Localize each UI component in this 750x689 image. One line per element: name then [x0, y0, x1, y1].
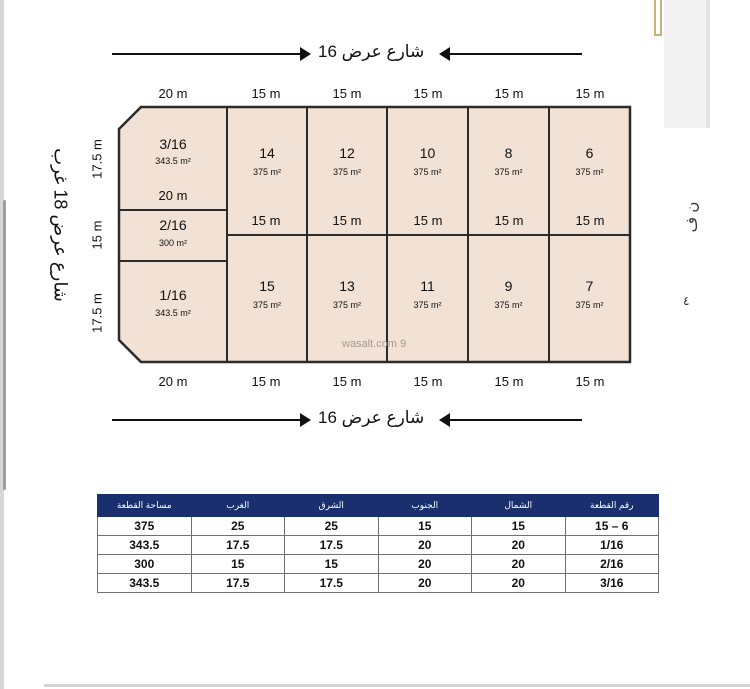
table-cell: 375	[98, 517, 192, 536]
table-row	[98, 536, 659, 555]
north-street-label: شارع عرض 16	[318, 42, 425, 61]
lot-area: 375 m²	[332, 300, 361, 310]
table-cell: 20	[472, 555, 566, 574]
lot-number: 15	[259, 278, 275, 294]
lot-10	[387, 145, 468, 177]
lot-area: 375 m²	[575, 300, 604, 310]
table-cell: 15	[191, 555, 285, 574]
west-street-label: شارع عرض 18 غرب	[50, 148, 71, 302]
lot-number: 3/16	[159, 136, 187, 152]
table-cell: 20	[378, 574, 472, 593]
lot-6	[549, 145, 630, 177]
table-cell: 300	[98, 555, 192, 574]
lot-area: 375 m²	[494, 300, 523, 310]
table-cell: 3/16	[565, 574, 659, 593]
lot-13	[307, 278, 387, 310]
bottom-dim-4: 15 m	[413, 374, 443, 389]
lot-11	[387, 278, 468, 310]
bottom-dim-3: 15 m	[332, 374, 362, 389]
col-east: الشرق	[285, 495, 379, 517]
table-cell: 25	[191, 517, 285, 536]
south-street-label: شارع عرض 16	[318, 408, 425, 427]
lot-area: 300 m²	[158, 238, 187, 248]
top-dim-2: 15 m	[251, 86, 281, 101]
side-dim-2: 15 m	[89, 220, 105, 250]
table-cell: 20	[378, 555, 472, 574]
top-dim-4: 15 m	[413, 86, 443, 101]
lot-number: 12	[339, 145, 355, 161]
lot-8	[468, 145, 549, 177]
lot-number: 10	[419, 145, 436, 161]
col-plot-area: مساحة القطعة	[98, 495, 192, 517]
lot-number: 6	[585, 145, 594, 161]
lot-area: 343.5 m²	[155, 156, 191, 166]
bottom-dim-6: 15 m	[575, 374, 605, 389]
table-cell: 20	[472, 536, 566, 555]
mid-dim-5: 15 m	[575, 213, 605, 228]
table-cell: 6 – 15	[565, 517, 659, 536]
bottom-dim-2: 15 m	[251, 374, 281, 389]
side-dim-1: 17.5 m	[89, 139, 105, 179]
lot-15	[227, 278, 307, 310]
lot-12	[307, 145, 387, 177]
col-north: الشمال	[472, 495, 566, 517]
lot-1-16	[119, 287, 227, 318]
lot-number: 9	[504, 278, 513, 294]
plot-dimensions-table	[97, 494, 659, 593]
table-cell: 15	[378, 517, 472, 536]
top-dim-5: 15 m	[494, 86, 524, 101]
lot-9	[468, 278, 549, 310]
top-dim-1: 20 m	[158, 86, 188, 101]
lot-3-16	[119, 136, 227, 166]
table-cell: 343.5	[98, 536, 192, 555]
lot-14	[227, 145, 307, 177]
table-cell: 17.5	[191, 536, 285, 555]
lot-3-16-inner-dim: 20 m	[158, 188, 188, 203]
table-cell: 343.5	[98, 574, 192, 593]
lot-area: 375 m²	[252, 167, 281, 177]
table-cell: 15	[472, 517, 566, 536]
lot-number: 7	[585, 278, 594, 294]
side-mark-digit: ٤	[683, 294, 690, 308]
table-cell: 17.5	[285, 536, 379, 555]
table-row	[98, 574, 659, 593]
side-dim-3: 17.5 m	[89, 293, 105, 333]
table-cell: 17.5	[285, 574, 379, 593]
table-cell: 1/16	[565, 536, 659, 555]
table-cell: 20	[378, 536, 472, 555]
bottom-dim-5: 15 m	[494, 374, 524, 389]
lot-area: 375 m²	[332, 167, 361, 177]
top-dim-6: 15 m	[575, 86, 605, 101]
top-dim-3: 15 m	[332, 86, 362, 101]
col-west: الغرب	[191, 495, 285, 517]
watermark: wasalt.com 9	[342, 338, 407, 350]
lot-area: 375 m²	[252, 300, 281, 310]
table-cell: 17.5	[191, 574, 285, 593]
table-cell: 15	[285, 555, 379, 574]
table-row	[98, 555, 659, 574]
table-cell: 2/16	[565, 555, 659, 574]
table-header-row	[98, 495, 659, 517]
lot-number: 2/16	[159, 217, 187, 233]
lot-area: 375 m²	[413, 300, 442, 310]
mid-dim-2: 15 m	[332, 213, 362, 228]
mid-dim-4: 15 m	[494, 213, 524, 228]
mid-dim-3: 15 m	[413, 213, 443, 228]
table-cell: 25	[285, 517, 379, 536]
lot-7	[549, 278, 630, 310]
mid-dim-1: 15 m	[251, 213, 281, 228]
bottom-dim-1: 20 m	[158, 374, 188, 389]
lot-number: 14	[259, 145, 275, 161]
table-cell: 20	[472, 574, 566, 593]
lot-number: 1/16	[159, 287, 187, 303]
side-mark-letters: ن ف	[683, 201, 701, 233]
col-south: الجنوب	[378, 495, 472, 517]
lot-area: 375 m²	[413, 167, 442, 177]
lot-number: 13	[339, 278, 355, 294]
table-row	[98, 517, 659, 536]
lot-area: 375 m²	[494, 167, 523, 177]
lot-area: 375 m²	[575, 167, 604, 177]
lot-number: 8	[504, 145, 513, 161]
col-plot-number: رقم القطعة	[565, 495, 659, 517]
lot-2-16	[119, 217, 227, 248]
lot-number: 11	[420, 278, 435, 294]
lot-area: 343.5 m²	[155, 308, 191, 318]
